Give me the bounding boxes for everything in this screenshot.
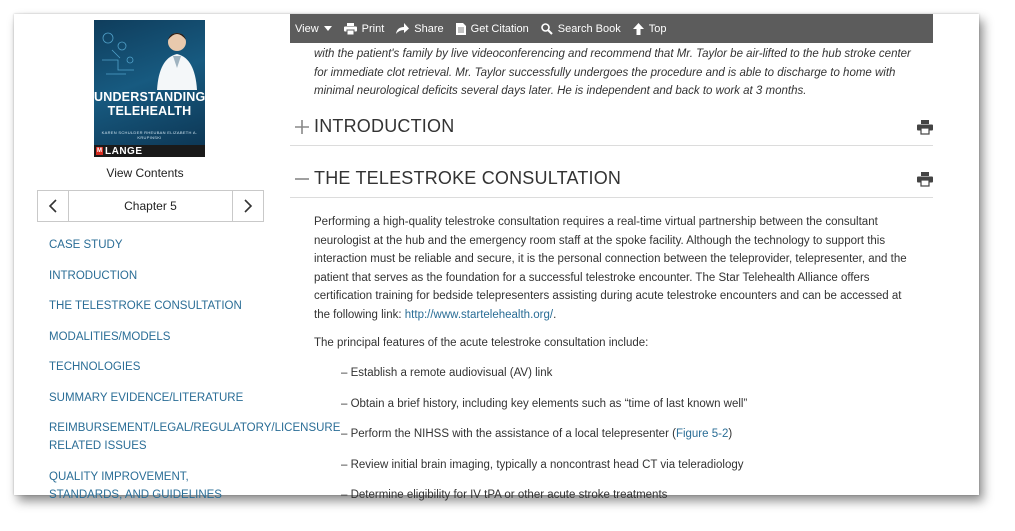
toc-item-reimbursement[interactable]: REIMBURSEMENT/LEGAL/REGULATORY/LICENSURE RELATED ISSUES [49,422,341,452]
paragraph-period: . [553,308,557,321]
previous-chapter-button[interactable] [38,191,69,221]
view-menu-button[interactable] [295,23,332,35]
table-of-contents [49,236,341,516]
top-button[interactable] [633,23,667,35]
document-icon [456,23,466,35]
features-intro: The principal features of the acute telestroke consultation include: [314,337,649,349]
startelehealth-link[interactable]: http://www.startelehealth.org/ [404,308,554,321]
search-icon [541,23,553,35]
features-list [341,364,901,517]
toc-item-technologies[interactable]: TECHNOLOGIES [49,361,141,373]
browser-frame [14,14,979,502]
toc-item-case-study[interactable]: CASE STUDY [49,239,123,251]
chevron-right-icon [243,199,253,213]
list-item: – Establish a remote audiovisual (AV) link [341,367,553,379]
reader-toolbar [290,14,933,43]
cover-title-line2: TELEHEALTH [107,104,192,118]
toc-item-quality-improvement[interactable]: QUALITY IMPROVEMENT, STANDARDS, AND GUIDELINES [49,470,222,501]
section-title: INTRODUCTION [314,116,455,136]
chevron-left-icon [48,199,58,213]
doctor-figure-icon [149,28,201,90]
print-section-icon[interactable] [917,120,933,134]
printer-icon [344,23,357,35]
publisher-bar [94,145,205,157]
print-label: Print [361,22,385,35]
section-title: THE TELESTROKE CONSULTATION [314,168,622,188]
list-item: – Review initial brain imaging, typically a noncontrast head CT via teleradiology [341,458,744,471]
top-label: Top [648,22,667,35]
share-button[interactable] [396,23,443,35]
collapse-section-button[interactable] [290,167,314,191]
publisher-mark: LANGE [105,145,143,157]
print-section-icon[interactable] [917,172,933,186]
paragraph-text: Performing a high-quality telestroke consultation requires a real-time virtual partnership between the consultant neurologist at the hub and the emergency room staff at the spoke facility. Although the technology to support this interaction must be reliable and secure, it is the personal connection between the teleprovider, telepresenter, and the patient that serves as the foundation for a successful telestroke encounter. The Star Telehealth Alliance offers certification training for bedside telepresenters assisting during acute telestroke encounters and can be accessed at the following link: [314,216,907,321]
list-item [341,425,901,443]
search-label: Search Book [557,22,621,35]
toc-item-summary-evidence[interactable]: SUMMARY EVIDENCE/LITERATURE [49,391,244,404]
next-chapter-button[interactable] [232,191,263,221]
section-telestroke-header[interactable] [290,160,933,198]
plus-icon [295,120,309,134]
consultation-paragraph [314,213,914,325]
chapter-content [290,43,935,502]
toc-item-introduction[interactable]: INTRODUCTION [49,269,138,282]
cover-title-line1: UNDERSTANDING [94,90,206,104]
sidebar [14,14,341,501]
list-item-close: ) [728,428,733,441]
chapter-navigator [37,190,264,222]
figure-5-2-link[interactable]: Figure 5-2 [675,428,729,441]
toc-item-modalities-models[interactable]: MODALITIES/MODELS [49,330,171,343]
toc-item-telestroke-consultation[interactable]: THE TELESTROKE CONSULTATION [49,300,242,312]
list-item: – Obtain a brief history, including key elements such as “time of last known well” [341,397,748,410]
print-button[interactable] [344,23,385,35]
share-arrow-icon [396,23,409,34]
share-label: Share [414,22,444,35]
view-contents-link[interactable]: View Contents [106,166,184,180]
cover-title [94,90,205,118]
caret-down-icon [324,26,332,31]
cover-authors: KAREN SCHULDER RHEUBAN ELIZABETH A. KRUPINSKI [101,130,198,140]
arrow-up-icon [633,23,644,35]
book-cover[interactable] [94,20,205,157]
search-book-button[interactable] [541,23,621,35]
chapter-label: Chapter 5 [124,199,177,213]
publisher-logo-icon: M [97,148,102,154]
section-introduction-header[interactable] [290,108,933,146]
view-label: View [295,22,319,35]
expand-section-button[interactable] [290,115,314,139]
list-item-text: – Perform the NIHSS with the assistance of a local telepresenter ( [341,428,676,441]
get-citation-button[interactable] [456,23,529,35]
list-item: – Determine eligibility for IV tPA or other acute stroke treatments [341,489,668,502]
circuit-graphic-icon [100,30,140,80]
minus-icon [295,172,309,186]
citation-label: Get Citation [470,22,529,35]
case-study-text: with the patient's family by live videoconferencing and recommend that Mr. Taylor be air-lifted to the hub stroke center for immediate clot retrieval. Mr. Taylor successfully undergoes the procedure and is able to discharge to home with minimal neurological deficits several days later. He is independent and back to work at 3 months. [314,48,911,97]
